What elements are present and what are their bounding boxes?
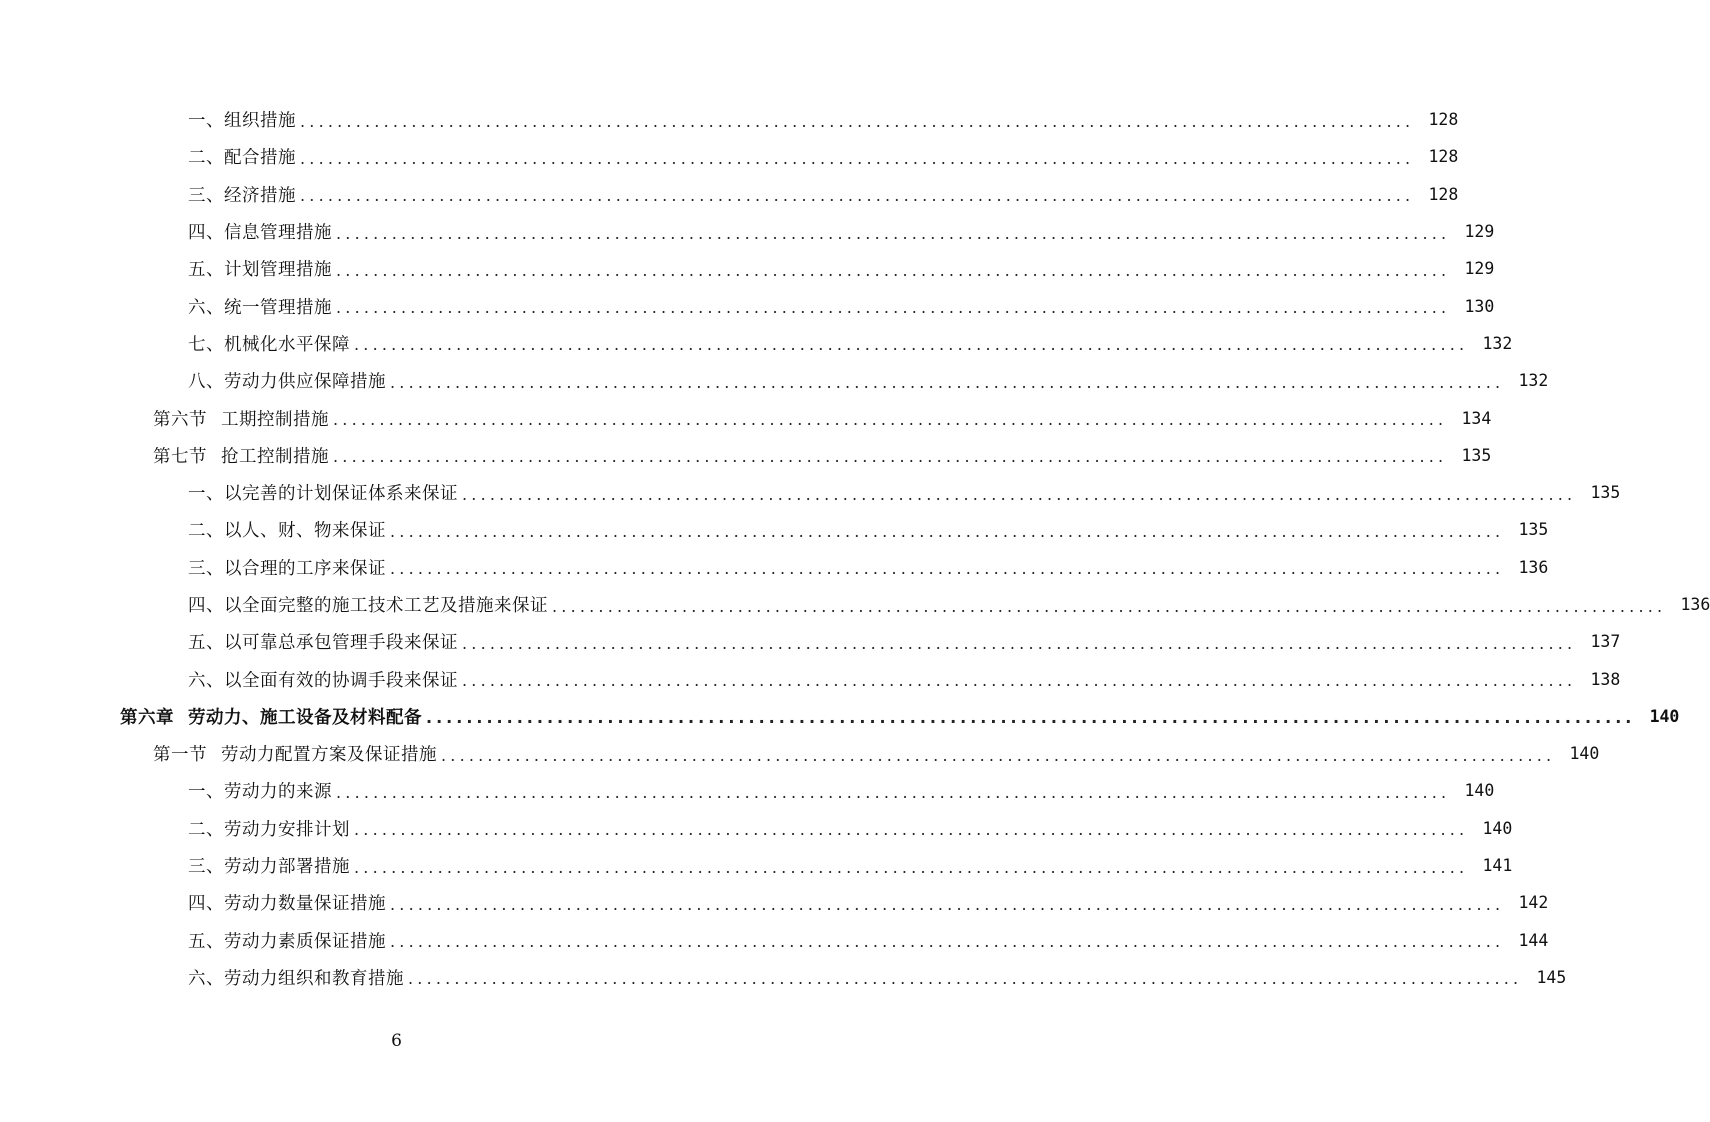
toc-entry-label xyxy=(188,368,386,393)
toc-entry-label xyxy=(153,741,437,766)
toc-entry-label xyxy=(188,965,404,990)
toc-item-entry xyxy=(0,287,1495,324)
toc-entry-number: 二、 xyxy=(188,148,224,169)
toc-dot-leader: ........................................................................................................................ xyxy=(462,633,1577,653)
toc-section-entry xyxy=(0,399,1492,436)
toc-page-number: 128 xyxy=(1428,184,1459,204)
toc-page-number: 142 xyxy=(1518,893,1549,913)
toc-entry-title: 配合措施 xyxy=(224,148,296,169)
toc-dot-leader: ........................................................................................................................ xyxy=(462,671,1577,691)
toc-entry-number: 六、 xyxy=(188,968,224,989)
toc-entry-number: 七、 xyxy=(188,334,224,355)
toc-entry-title: 工期控制措施 xyxy=(221,409,329,430)
toc-page-number: 129 xyxy=(1464,222,1495,242)
toc-dot-leader: ........................................................................................................................ xyxy=(354,335,1469,355)
toc-page-number: 140 xyxy=(1464,781,1495,801)
toc-page-number: 135 xyxy=(1461,445,1492,465)
toc-item-entry xyxy=(0,362,1549,399)
toc-entry-title: 抢工控制措施 xyxy=(221,446,329,467)
toc-entry-number: 一、 xyxy=(188,782,224,803)
toc-entry-label xyxy=(188,256,332,281)
toc-dot-leader: ........................................................................................................................ xyxy=(300,148,1415,168)
toc-entry-number: 五、 xyxy=(188,633,224,654)
toc-entry-label xyxy=(188,555,386,580)
toc-page-number: 129 xyxy=(1464,259,1495,279)
toc-item-entry xyxy=(0,586,1710,623)
toc-entry-label xyxy=(188,182,296,207)
toc-entry-title: 劳动力的来源 xyxy=(224,782,332,803)
toc-entry-number: 第六节 xyxy=(153,409,207,430)
toc-entry-label xyxy=(188,816,350,841)
toc-dot-leader: ........................................................................................................................ xyxy=(300,111,1415,131)
toc-entry-title: 劳动力安排计划 xyxy=(224,819,350,840)
toc-entry-number: 四、 xyxy=(188,894,224,915)
toc-entry-label xyxy=(188,294,332,319)
toc-dot-leader: ........................................................................................................................ xyxy=(354,857,1469,877)
toc-entry-title: 劳动力供应保障措施 xyxy=(224,372,386,393)
toc-item-entry xyxy=(0,772,1495,809)
toc-page-number: 132 xyxy=(1482,333,1513,353)
toc-entry-number: 四、 xyxy=(188,596,224,616)
toc-entry-number: 三、 xyxy=(188,558,224,579)
toc-item-entry xyxy=(0,623,1621,660)
toc-entry-number: 一、 xyxy=(188,111,224,132)
toc-entry-number: 二、 xyxy=(188,819,224,840)
toc-entry-title: 以全面完整的施工技术工艺及措施来保证 xyxy=(224,596,548,616)
table-of-contents xyxy=(0,101,1710,996)
toc-page-number: 141 xyxy=(1482,856,1513,876)
toc-page-number: 128 xyxy=(1428,110,1459,130)
toc-item-entry xyxy=(0,213,1495,250)
toc-page-number: 134 xyxy=(1461,408,1492,428)
toc-entry-number: 三、 xyxy=(188,185,224,206)
toc-chapter-entry xyxy=(0,698,1680,735)
toc-item-entry xyxy=(0,325,1513,362)
toc-entry-number: 第一节 xyxy=(153,745,207,766)
toc-entry-label xyxy=(120,704,422,729)
toc-entry-label xyxy=(188,667,458,692)
toc-page-number: 138 xyxy=(1590,669,1621,689)
toc-entry-number: 四、 xyxy=(188,223,224,244)
toc-dot-leader: ........................................................................................................................ xyxy=(390,521,1505,541)
toc-item-entry xyxy=(0,511,1549,548)
toc-entry-number: 八、 xyxy=(188,372,224,393)
toc-item-entry xyxy=(0,847,1513,884)
toc-page-number: 132 xyxy=(1518,371,1549,391)
toc-dot-leader: ........................................................................................................................ xyxy=(441,745,1556,765)
toc-page-number: 140 xyxy=(1649,706,1680,726)
toc-dot-leader: ........................................................................................................................ xyxy=(333,447,1448,467)
toc-page-number: 135 xyxy=(1518,520,1549,540)
toc-item-entry xyxy=(0,474,1621,511)
toc-page-number: 135 xyxy=(1590,483,1621,503)
toc-page-number: 136 xyxy=(1518,557,1549,577)
toc-entry-title: 劳动力配置方案及保证措施 xyxy=(221,745,437,766)
toc-dot-leader: ........................................................................................................................ xyxy=(390,932,1505,952)
toc-entry-label xyxy=(188,928,386,953)
toc-dot-leader: ........................................................................................................................ xyxy=(354,820,1469,840)
toc-item-entry xyxy=(0,959,1567,996)
toc-entry-title: 以合理的工序来保证 xyxy=(224,558,386,579)
toc-entry-number: 六、 xyxy=(188,297,224,318)
toc-entry-label xyxy=(188,629,458,654)
toc-entry-title: 劳动力组织和教育措施 xyxy=(224,968,404,989)
toc-page-number: 145 xyxy=(1536,967,1567,987)
toc-entry-label xyxy=(188,331,350,356)
toc-entry-label xyxy=(188,480,458,505)
toc-item-entry xyxy=(0,810,1513,847)
toc-entry-title: 劳动力数量保证措施 xyxy=(224,894,386,915)
toc-dot-leader: ........................................................................................................................ xyxy=(336,298,1451,318)
toc-entry-number: 六、 xyxy=(188,670,224,691)
toc-entry-label xyxy=(153,443,329,468)
toc-entry-number: 五、 xyxy=(188,931,224,952)
toc-page-number: 140 xyxy=(1569,744,1600,764)
toc-entry-title: 组织措施 xyxy=(224,111,296,132)
toc-entry-number: 第七节 xyxy=(153,446,207,467)
toc-dot-leader: ........................................................................................................................ xyxy=(390,559,1505,579)
toc-dot-leader: ........................................................................................................................ xyxy=(300,186,1415,206)
toc-entry-number: 五、 xyxy=(188,260,224,281)
toc-page-number: 137 xyxy=(1590,632,1621,652)
toc-entry-label xyxy=(188,890,386,915)
toc-page-number: 144 xyxy=(1518,930,1549,950)
toc-entry-title: 计划管理措施 xyxy=(224,260,332,281)
toc-page-number: 128 xyxy=(1428,147,1459,167)
toc-entry-title: 以完善的计划保证体系来保证 xyxy=(224,484,458,505)
toc-item-entry xyxy=(0,660,1621,697)
toc-entry-title: 以可靠总承包管理手段来保证 xyxy=(224,633,458,654)
toc-dot-leader: ........................................................................................................................ xyxy=(336,782,1451,802)
toc-item-entry xyxy=(0,884,1549,921)
toc-entry-label xyxy=(188,778,332,803)
toc-dot-leader: ........................................................................................................................ xyxy=(333,410,1448,430)
toc-entry-label xyxy=(188,592,548,617)
toc-item-entry xyxy=(0,549,1549,586)
toc-entry-label xyxy=(188,853,350,878)
toc-dot-leader: ........................................................................................................................ xyxy=(336,260,1451,280)
toc-item-entry xyxy=(0,101,1459,138)
toc-dot-leader: ........................................................................................................................ xyxy=(408,969,1523,989)
toc-item-entry xyxy=(0,250,1495,287)
toc-entry-title: 劳动力部署措施 xyxy=(224,857,350,878)
toc-page-number: 130 xyxy=(1464,296,1495,316)
toc-entry-number: 一、 xyxy=(188,484,224,505)
toc-entry-label xyxy=(188,219,332,244)
toc-entry-title: 劳动力、施工设备及材料配备 xyxy=(188,707,422,728)
toc-entry-title: 机械化水平保障 xyxy=(224,334,350,355)
toc-entry-title: 统一管理措施 xyxy=(224,297,332,318)
toc-section-entry xyxy=(0,437,1492,474)
toc-dot-leader: ........................................................................................................................ xyxy=(336,223,1451,243)
toc-entry-label xyxy=(188,144,296,169)
toc-page-number: 136 xyxy=(1680,595,1710,614)
toc-entry-label xyxy=(153,406,329,431)
toc-dot-leader: ........................................................................................................................ xyxy=(552,596,1667,616)
toc-entry-title: 信息管理措施 xyxy=(224,223,332,244)
toc-entry-number: 第六章 xyxy=(120,707,174,728)
toc-dot-leader: ........................................................................................................................ xyxy=(390,894,1505,914)
toc-entry-title: 以全面有效的协调手段来保证 xyxy=(224,670,458,691)
toc-entry-label xyxy=(188,517,386,542)
footer-page-number: 6 xyxy=(391,1031,402,1051)
toc-dot-leader: ........................................................................................................................ xyxy=(426,708,1636,728)
toc-item-entry xyxy=(0,922,1549,959)
toc-item-entry xyxy=(0,138,1459,175)
toc-dot-leader: ........................................................................................................................ xyxy=(390,372,1505,392)
toc-dot-leader: ........................................................................................................................ xyxy=(462,484,1577,504)
toc-item-entry xyxy=(0,176,1459,213)
toc-entry-label xyxy=(188,107,296,132)
toc-page-number: 140 xyxy=(1482,818,1513,838)
toc-entry-title: 劳动力素质保证措施 xyxy=(224,931,386,952)
toc-section-entry xyxy=(0,735,1600,772)
toc-entry-number: 三、 xyxy=(188,857,224,878)
toc-entry-number: 二、 xyxy=(188,521,224,542)
toc-entry-title: 以人、财、物来保证 xyxy=(224,521,386,542)
toc-entry-title: 经济措施 xyxy=(224,185,296,206)
